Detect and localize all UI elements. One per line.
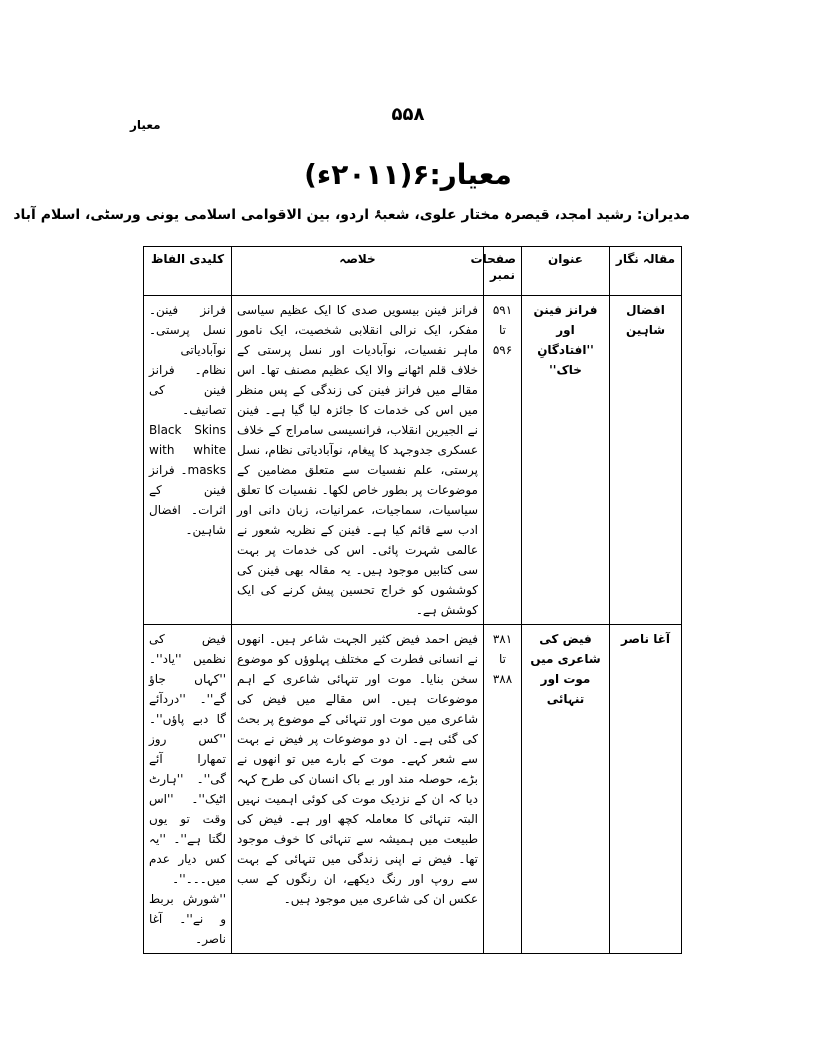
journal-name-tag: معیار <box>130 118 161 132</box>
page-title: معیار:۶(۲۰۱۱ء) <box>304 158 512 191</box>
editors-line: مدیران: رشید امجد، قیصرہ مختار علوی، شعبۂ اردو، بین الاقوامی اسلامی یونی ورسٹی، اسلام آباد <box>13 207 690 223</box>
page-end: ۳۸۸ <box>492 672 513 686</box>
keywords-cell: فیض کی نظمیں ''یاد''۔ ''کہاں جاؤ گے''۔ ''دردآئے گا دبے پاؤں''۔ ''کس روز تمھارا آئے گی''۔ ''ہارٹ اٹیک''۔ ''اس وقت تو یوں لگتا ہے''۔ ''یہ کس دیار عدم میں۔۔۔''۔ ''شورش بربط و نے''۔ آغا ناصر۔ <box>144 625 232 954</box>
title-cell: فیض کی شاعری میں موت اور تنہائی <box>522 625 610 954</box>
table-row <box>144 296 682 625</box>
page-separator: تا <box>499 323 506 337</box>
header-author: مقالہ نگار <box>610 247 682 296</box>
page-start: ۵۹۱ <box>492 303 513 317</box>
keywords-cell: فرانز فینن۔ نسل پرستی۔ نوآبادیاتی نظام۔ فرانز فینن کی تصانیف۔ Black Skins with white masks۔ فرانز فینن کے اثرات۔ افضال شاہین۔ <box>144 296 232 625</box>
header-keywords: کلیدی الفاظ <box>144 247 232 296</box>
header-pages: صفحات نمبر <box>484 247 522 296</box>
summary-cell: فیض احمد فیض کثیر الجہت شاعر ہیں۔ انھوں نے انسانی فطرت کے مختلف پہلوؤں کو موضوع سخن بنایا۔ موت اور تنہائی شاعری کے اہم موضوعات ہیں۔ اس مقالے میں فیض کی شاعری میں موت اور تنہائی کے موضوع پر بحث کی گئی ہے۔ ان دو موضوعات پر فیض نے بہت سے شعر کہے۔ موت کے بارے میں تو انھوں نے بڑے، حوصلہ مند اور بے باک انسان کی طرح کہہ دیا کہ ان کے نزدیک موت کی کوئی اہمیت نہیں البتہ تنہائی کا معاملہ کچھ اور ہے۔ فیض کی طبیعت میں ہمیشہ سے تنہائی کا خوف موجود تھا۔ فیض نے اپنی زندگی میں تنہائی کے بہت سے روپ اور رنگ دیکھے، ان رنگوں کے سب عکس ان کی شاعری میں موجود ہیں۔ <box>232 625 484 954</box>
table-header-row <box>144 247 682 296</box>
author-cell: افضال شاہین <box>610 296 682 625</box>
header-summary: خلاصہ <box>232 247 484 296</box>
table-row <box>144 625 682 954</box>
title-cell: فرانز فینن اور ''افتادگانِ خاک'' <box>522 296 610 625</box>
page-separator: تا <box>499 652 506 666</box>
pages-cell <box>484 625 522 954</box>
page-start: ۳۸۱ <box>492 632 513 646</box>
header-title: عنوان <box>522 247 610 296</box>
page-number: ۵۵۸ <box>391 104 425 125</box>
articles-table <box>143 246 682 954</box>
summary-cell: فرانز فینن بیسویں صدی کا ایک عظیم سیاسی مفکر، ایک نرالی انقلابی شخصیت، ایک نامور ماہر نفسیات، نوآبادیات اور نسل پرستی کے خلاف قلم اٹھانے والا ایک عظیم مصنف تھا۔ اس مقالے میں فرانز فینن کی زندگی کے پس منظر میں اس کی خدمات کا جائزہ لیا گیا ہے۔ فینن نے الجیرین انقلاب، فرانسیسی سامراج کے خلاف عسکری جدوجہد کا پیغام، نوآبادیاتی نظام، نسل پرستی، علم نفسیات سے متعلق مضامین کے موضوعات پر بطور خاص لکھا۔ نفسیات کا تعلق سیاسیات، سماجیات، عمرانیات، زبان دانی اور ادب سے قائم کیا ہے۔ فینن کے نظریہ شعور نے عالمی شہرت پائی۔ اس کی خدمات پر بہت سی کتابیں موجود ہیں۔ یہ مقالہ بھی فینن کی کوششوں کو خراج تحسین پیش کرنے کی ایک کوشش ہے۔ <box>232 296 484 625</box>
page-end: ۵۹۶ <box>492 343 513 357</box>
pages-cell <box>484 296 522 625</box>
author-cell: آغا ناصر <box>610 625 682 954</box>
